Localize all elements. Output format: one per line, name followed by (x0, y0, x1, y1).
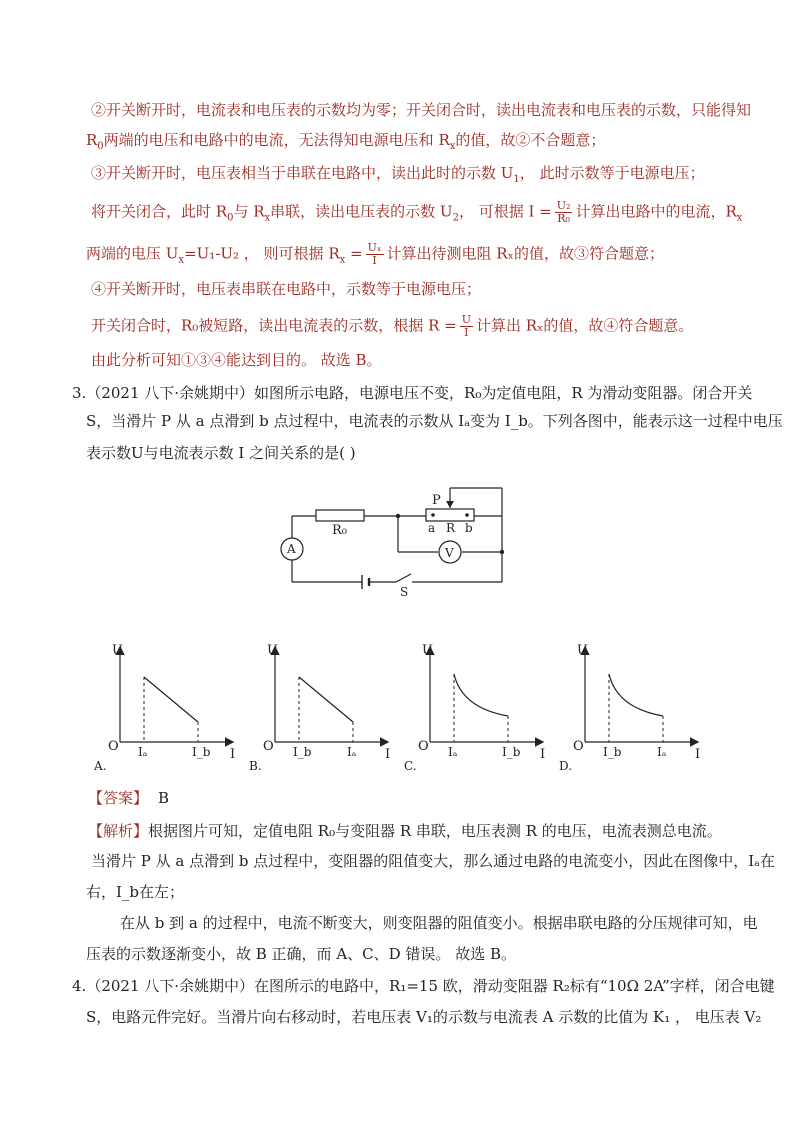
subscript: x (339, 254, 346, 266)
label-switch: S (400, 585, 409, 599)
option-letter: A. (94, 759, 107, 773)
analysis-line2: 当滑片 P 从 a 点滑到 b 点过程中，变阻器的阻值变大，那么通过电路的电流变小，因此在图像中，Iₐ在 (91, 852, 775, 870)
analysis-item-4-line1: ④开关断开时，电压表串联在电路中，示数等于电源电压； (91, 280, 482, 298)
slider-arrow-icon (446, 501, 454, 508)
text: =U₁-U₂ ， 则可根据 R (184, 244, 340, 263)
analysis-item-4-line2 (91, 314, 693, 339)
text: 两端的电压和电路中的电流，无法得知电源电压和 R (103, 131, 450, 149)
origin-label: O (263, 739, 274, 754)
junction-dot (500, 550, 504, 554)
subscript: 0 (97, 141, 104, 152)
tick-label: Iₐ (347, 745, 357, 759)
tick-label: Iₐ (657, 745, 667, 759)
analysis-item-3-line1 (91, 163, 705, 190)
label-b: b (465, 521, 473, 535)
subscript: x (449, 141, 456, 152)
graph-curve (609, 674, 663, 716)
fraction (555, 200, 573, 225)
origin-label: O (108, 739, 119, 754)
text: 两端的电压 U (86, 244, 179, 263)
analysis-item-2-line2 (86, 130, 605, 157)
text: 开关闭合时，R₀被短路，读出电流表的示数，根据 R = (91, 316, 457, 335)
text: = (345, 244, 363, 263)
text: 串联，读出电压表的示数 U (270, 202, 453, 221)
terminal-b-dot (465, 513, 469, 517)
text: 根据图片可知，定值电阻 R₀与变阻器 R 串联，电压表测 R 的电压，电流表测总电流。 (148, 822, 722, 840)
question-3-stem-line2: S，当滑片 P 从 a 点滑到 b 点过程中，电流表的示数从 Iₐ变为 I_b。下列各图中，能表示这一过程中电压 (86, 412, 783, 430)
question-3-stem-line3: 表示数U与电流表示数 I 之间关系的是( ) (86, 444, 356, 462)
fraction-numerator: U (461, 313, 471, 326)
u-axis-label: U (422, 643, 433, 658)
text: 计算出电路中的电流，R (575, 202, 737, 221)
answer-label: 【答案】 (88, 789, 149, 807)
text: 的值，故②不合题意； (455, 131, 606, 149)
question-number: 4. (72, 977, 87, 995)
fraction-denominator: I (372, 254, 377, 267)
label-r0: R₀ (332, 523, 347, 538)
tick-label: I_b (192, 745, 211, 759)
subscript: 1 (513, 174, 520, 185)
subscript: 0 (227, 212, 234, 224)
label-p: P (432, 493, 441, 508)
u-axis-label: U (112, 643, 123, 658)
fraction (460, 314, 473, 339)
text: ③开关断开时，电压表相当于串联在电路中，读出此时的示数 U (91, 164, 514, 182)
subscript: x (178, 254, 185, 266)
question-4-stem-line2: S，电路元件完好。当滑片向右移动时，若电压表 V₁的示数与电流表 A 示数的比值为 K₁ ， 电压表 V₂ (86, 1008, 762, 1026)
analysis-line3: 右，I_b在左； (86, 883, 185, 901)
fraction-denominator: I (464, 326, 469, 339)
origin-label: O (573, 739, 584, 754)
fraction (366, 242, 384, 267)
text: 与 R (233, 202, 265, 221)
analysis-item-3-line3 (86, 242, 664, 271)
fraction-denominator: R₀ (557, 212, 570, 225)
option-letter: B. (249, 759, 262, 773)
text: R (86, 131, 98, 149)
tick-label: Iₐ (138, 745, 148, 759)
text: （2021 八下·余姚期中）在图所示的电路中，R₁=15 欧，滑动变阻器 R₂标有“10Ω 2A”字样，闭合电键 (86, 977, 775, 995)
text: 计算出待测电阻 Rₓ的值，故③符合题意； (386, 244, 664, 263)
subscript: x (736, 212, 743, 224)
question-4-stem-line1 (72, 976, 775, 996)
circuit-diagram (270, 480, 520, 600)
analysis-line1 (88, 821, 722, 841)
junction-dot (396, 514, 400, 518)
graph-line (299, 677, 353, 722)
i-axis-label: I (695, 747, 701, 762)
answer-value: B (158, 789, 170, 807)
fraction-numerator: U₂ (556, 199, 571, 212)
option-letter: C. (404, 759, 417, 773)
subscript: 2 (452, 212, 459, 224)
label-a: a (428, 521, 436, 535)
analysis-item-2-line1: ②开关断开时，电流表和电压表的示数均为零；开关闭合时，读出电流表和电压表的示数，只能得知 (91, 101, 752, 119)
text: 将开关闭合，此时 R (91, 202, 228, 221)
i-axis-label: I (230, 747, 236, 762)
text: 计算出 Rₓ的值，故④符合题意。 (476, 316, 694, 335)
u-axis-label: U (267, 643, 278, 658)
terminal-a-dot (431, 513, 435, 517)
text: （2021 八下·余姚期中）如图所示电路，电源电压不变，R₀为定值电阻，R 为滑动变阻器。闭合开关 (86, 384, 753, 402)
i-axis-label: I (385, 747, 391, 762)
analysis-line5: 压表的示数逐渐变小，故 B 正确，而 A、C、D 错误。 故选 B。 (86, 945, 516, 963)
fraction-numerator: Uₓ (367, 241, 382, 254)
option-graphs (80, 630, 720, 778)
resistor-r0 (316, 510, 364, 521)
analysis-conclusion: 由此分析可知①③④能达到目的。 故选 B。 (91, 351, 382, 369)
question-number: 3. (72, 384, 87, 402)
origin-label: O (418, 739, 429, 754)
graph-line (144, 677, 198, 722)
subscript: x (264, 212, 271, 224)
i-axis-label: I (540, 747, 546, 762)
tick-label: I_b (502, 745, 521, 759)
u-axis-label: U (577, 643, 588, 658)
answer-line (88, 788, 169, 808)
analysis-line4: 在从 b 到 a 的过程中，电流不断变大，则变阻器的阻值变小。根据串联电路的分压规律可知，电 (120, 914, 758, 932)
label-voltmeter: V (445, 546, 454, 560)
option-letter: D. (559, 759, 573, 773)
graph-curve (454, 674, 508, 716)
tick-label: I_b (603, 745, 622, 759)
tick-label: Iₐ (448, 745, 458, 759)
text: ， 此时示数等于电源电压； (519, 164, 705, 182)
analysis-label: 【解析】 (88, 822, 149, 840)
tick-label: I_b (293, 745, 312, 759)
text: ， 可根据 I = (458, 202, 552, 221)
analysis-item-3-line2 (91, 200, 742, 229)
label-r: R (446, 521, 456, 535)
label-ammeter: A (287, 542, 296, 556)
question-3-stem-line1 (72, 383, 752, 403)
